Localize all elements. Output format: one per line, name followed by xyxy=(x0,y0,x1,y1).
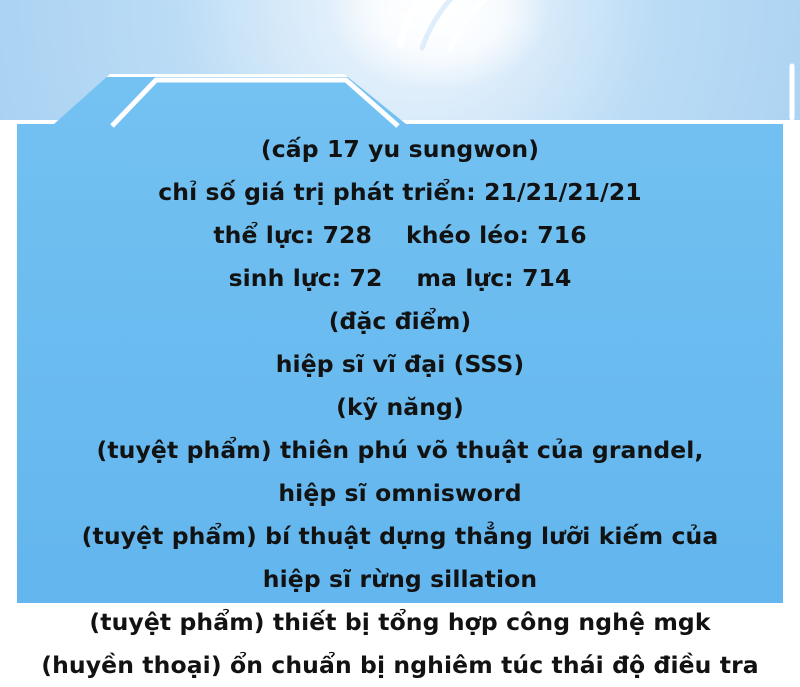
status-header: (cấp 17 yu sungwon) xyxy=(260,135,540,163)
skill-item: (huyền thoại) ổn chuẩn bị nghiêm túc thái độ điều tra xyxy=(41,651,759,679)
stat-row-2 xyxy=(14,257,786,300)
skill-item: (tuyệt phẩm) bí thuật dựng thẳng lưỡi kiếm của xyxy=(81,522,719,550)
stat-mana: ma lực: 714 xyxy=(416,264,572,292)
growth-value-line: chỉ số giá trị phát triển: 21/21/21/21 xyxy=(158,178,642,206)
trait-item: hiệp sĩ vĩ đại (SSS) xyxy=(275,350,525,378)
decorative-swoosh-icon xyxy=(392,0,512,50)
stat-row-1 xyxy=(14,214,786,257)
skill-item: hiệp sĩ rừng sillation xyxy=(262,565,538,593)
traits-header: (đặc điểm) xyxy=(328,307,472,335)
skill-item: (tuyệt phẩm) thiên phú võ thuật của grandel, xyxy=(96,436,704,464)
status-panel xyxy=(0,46,800,679)
status-text-block xyxy=(14,128,786,687)
stat-vitality: sinh lực: 72 xyxy=(228,264,383,292)
stat-strength: thể lực: 728 xyxy=(213,221,372,249)
skill-item: hiệp sĩ omnisword xyxy=(278,479,522,507)
skills-header: (kỹ năng) xyxy=(336,393,464,421)
stat-dexterity: khéo léo: 716 xyxy=(405,221,587,249)
skill-item: (tuyệt phẩm) thiết bị tổng hợp công nghệ mgk xyxy=(89,608,711,636)
panel-right-accent xyxy=(770,56,796,122)
